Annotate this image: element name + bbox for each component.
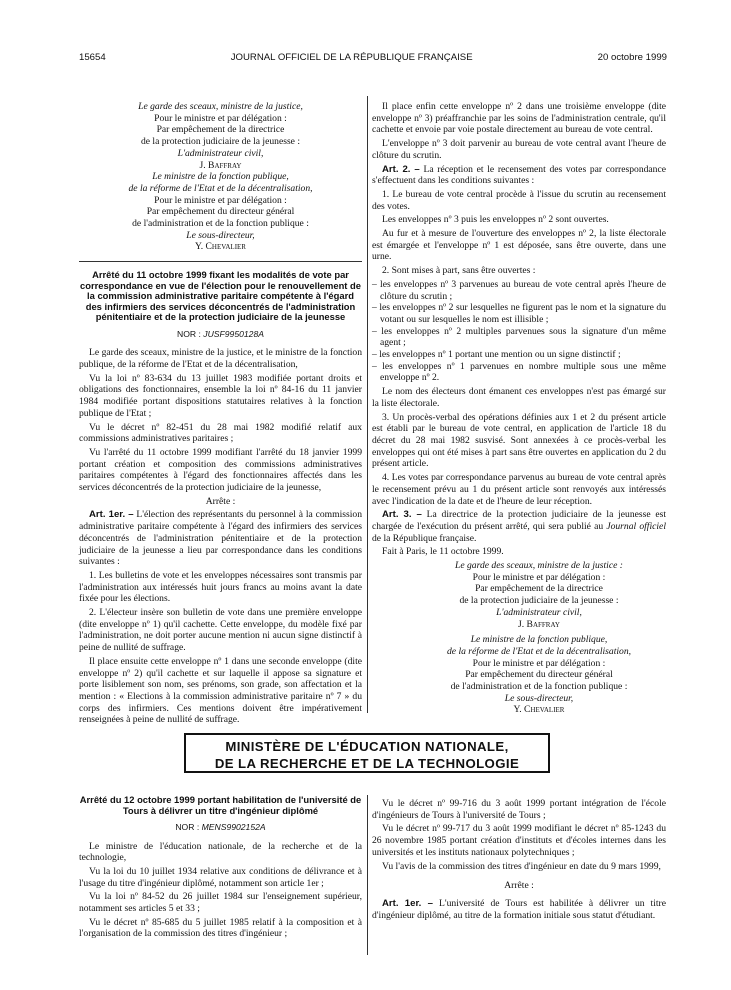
article-text: L'université de Tours est habilitée à délivrer un titre d'ingénieur diplômé, au titre de la formation initiale sous statut d'étudiant. — [372, 897, 667, 921]
signature-line: Pour le ministre et par délégation : — [472, 657, 606, 669]
signatory-title: Le sous-directeur, — [504, 692, 574, 704]
signatory-title: Le ministre de la fonction publique, — [152, 171, 289, 183]
arrete-heading: Arrête : — [504, 880, 534, 892]
paragraph: Vu la loi nº 84-52 du 26 juillet 1984 sur l'enseignement supérieur, notamment ses articles 5 et 33 ; — [79, 891, 362, 915]
nor-reference — [79, 329, 362, 339]
column-divider-bottom — [367, 795, 368, 955]
left-column-top — [79, 101, 362, 728]
issue-date: 20 octobre 1999 — [597, 52, 667, 63]
article-1 — [79, 509, 362, 568]
article-label: Art. 1er. – — [89, 509, 134, 521]
paragraph: Vu la loi du 10 juillet 1934 relative aux conditions de délivrance et à l'usage du titre d'ingénieur diplômé, notamment son article 1er ; — [79, 865, 362, 889]
paragraph: 2. Sont mises à part, sans être ouvertes : — [382, 265, 536, 277]
paragraph: Vu l'arrêté du 11 octobre 1999 modifiant l'arrêté du 18 janvier 1999 portant création et composition des commissions administratives paritaires compétentes à l'égard des fonctionnaires affectés dans les services déconcentrés de la protection judiciaire de la jeunesse, — [79, 446, 362, 494]
list-item: – les enveloppes nº 1 parvenues en nombre multiple sous une même enveloppe nº 2. — [372, 361, 666, 384]
paragraph: Vu la loi nº 83-634 du 13 juillet 1983 modifiée portant droits et obligations des fonctionnaires, ensemble la loi nº 84-16 du 11 janvier 1984 modifiée portant dispositions statutaires relatives à la fonction publique de l'Etat ; — [79, 372, 362, 419]
arrete-title: Arrêté du 12 octobre 1999 portant habilitation de l'université de Tours à délivrer un titre d'ingénieur diplômé — [79, 794, 362, 816]
signatory-title: L'administrateur civil, — [177, 147, 264, 159]
signatory-title: de la réforme de l'Etat et de la décentralisation, — [446, 645, 632, 657]
article-text: La directrice de la protection judiciaire de la jeunesse est chargée de l'exécution du présent arrêté, qui sera publié au — [372, 509, 667, 532]
article-1 — [372, 898, 666, 921]
paragraph: 4. Les votes par correspondance parvenus au bureau de vote central après le recensement prévu au 1 du présent article sont renvoyés aux intéressés avec l'indication de la date et de l'heure de leur réception. — [372, 472, 666, 507]
paragraph: 1. Les bulletins de vote et les enveloppes nécessaires sont transmis par l'administration aux intéressés huit jours francs au moins avant la date fixée pour les élections. — [79, 569, 362, 605]
signatory-title: de la réforme de l'Etat et de la décentralisation, — [128, 182, 313, 194]
signatory-title: Le garde des sceaux, ministre de la justice, — [138, 101, 303, 112]
list-item: – les enveloppes nº 3 parvenues au bureau de vote central après l'heure de clôture du scrutin ; — [372, 279, 666, 302]
page-header — [79, 52, 667, 64]
signatory-name: J. Baffray — [199, 159, 242, 171]
signatory-title: L'administrateur civil, — [496, 606, 582, 618]
article-label: Art. 3. – — [382, 509, 422, 521]
excluded-envelopes-list — [372, 279, 666, 384]
signature-line: de l'administration et de la fonction publique : — [132, 218, 309, 230]
arrete-title: Arrêté du 11 octobre 1999 fixant les modalités de vote par correspondance en vue de l'élection pour le renouvellement de la commission administrative paritaire compétente à l'égard des infirmiers des services déconcentrés de l'administration pénitentiaire et de la protection judiciaire de la jeunesse — [80, 269, 361, 323]
article-text: L'élection des représentants du personnel à la commission administrative paritaire compétente à l'égard des infirmiers des services déconcentrés de l'administration pénitentiaire et de la protection judiciaire de la jeunesse a lieu par correspondance dans les conditions suivantes : — [79, 509, 362, 568]
left-column-bottom — [79, 795, 362, 942]
signatory-name: J. Baffray — [518, 618, 560, 630]
arrete-heading: Arrête : — [205, 495, 236, 507]
article-label: Art. 1er. – — [382, 897, 433, 909]
signature-line: Par empêchement du directeur général — [465, 669, 613, 681]
signatory-title: Le ministre de la fonction publique, — [470, 634, 608, 646]
signatory-name: Y. Chevalier — [513, 704, 565, 716]
article-label: Art. 2. – — [382, 163, 420, 175]
paragraph: Au fur et à mesure de l'ouverture des enveloppes nº 2, la liste électorale est émargée et l'enveloppe nº 1 est déposée, sans être ouverte, dans une urne. — [372, 228, 666, 263]
paragraph: Le garde des sceaux, ministre de la justice, et le ministre de la fonction publique, de la réforme de l'Etat et de la décentralisation, — [79, 347, 362, 370]
nor-reference — [79, 822, 362, 832]
list-item: – les enveloppes nº 1 portant une mention ou un signe distinctif ; — [372, 349, 666, 361]
nor-value: MENS9902152A — [201, 822, 266, 833]
paragraph: Vu le décret nº 99-716 du 3 août 1999 portant intégration de l'école d'ingénieurs de Tours à l'université de Tours ; — [372, 798, 666, 821]
article-text: La réception et le recensement des votes par correspondance s'effectuent dans les conditions suivantes : — [372, 163, 666, 187]
list-item: – les enveloppes nº 2 multiples parvenues sous la signature d'un même agent ; — [372, 326, 666, 349]
date-place: Fait à Paris, le 11 octobre 1999. — [382, 546, 504, 558]
ministry-name-line: DE LA RECHERCHE ET DE LA TECHNOLOGIE — [214, 755, 520, 771]
paragraph: Le ministre de l'éducation nationale, de la recherche et de la technologie, — [79, 840, 362, 864]
ministry-name-line: MINISTÈRE DE L'ÉDUCATION NATIONALE, — [225, 739, 509, 754]
signature-block-top-left — [79, 101, 362, 253]
journal-title: JOURNAL OFFICIEL DE LA RÉPUBLIQUE FRANÇAISE — [230, 52, 473, 63]
separator — [79, 261, 362, 262]
signatory-title: Le garde des sceaux, ministre de la justice : — [455, 560, 623, 572]
paragraph: 2. L'électeur insère son bulletin de vote dans une première enveloppe (dite enveloppe nº 1) qu'il cachette. Cette enveloppe, du modèle fixé par l'administration, ne doit porter aucune mention ni aucun signe distinctif à peine de nullité de suffrage. — [79, 607, 362, 654]
signature-line: de la protection judiciaire de la jeunesse : — [140, 136, 301, 148]
paragraph: Vu le décret nº 99-717 du 3 août 1999 modifiant le décret nº 85-1243 du 26 novembre 1985 portant création d'instituts et d'écoles internes dans les universités et les instituts nationaux polytechniques ; — [372, 823, 666, 858]
journal-reference: Journal officiel — [606, 520, 666, 532]
right-column-top — [372, 101, 666, 716]
signature-line: Pour le ministre et par délégation : — [154, 112, 287, 124]
paragraph: Vu l'avis de la commission des titres d'ingénieur en date du 9 mars 1999, — [382, 860, 661, 872]
paragraph: 1. Le bureau de vote central procède à l'issue du scrutin au recensement des votes. — [372, 188, 666, 212]
paragraph: Il place ensuite cette enveloppe nº 1 dans une seconde enveloppe (dite enveloppe nº 2) qu'il cachette et sur laquelle il appose sa signature et porte lisiblement son nom, ses prénoms, son grade, son affectation et la mention : « Elections à la commission administrative paritaire nº 7 » du corps des infirmiers. Ces mentions doivent être impérativement renseignées à peine de nullité de suffrage. — [79, 655, 362, 726]
nor-value: JUSF9950128A — [203, 328, 264, 339]
signature-line: Pour le ministre et par délégation : — [154, 194, 287, 206]
nor-label: NOR : — [177, 328, 201, 339]
paragraph: Les enveloppes nº 3 puis les enveloppes nº 2 sont ouvertes. — [382, 214, 609, 226]
signature-block-right — [412, 560, 666, 716]
signature-line: de la protection judiciaire de la jeunesse : — [459, 595, 619, 607]
page-number: 15654 — [79, 52, 106, 63]
paragraph: 3. Un procès-verbal des opérations définies aux 1 et 2 du présent article est établi par le bureau de vote central, en application de l'article 18 du décret du 28 mai 1982 susvisé. Sont annexées à ce procès-verbal les enveloppes qui ont été mises à part sans être ouvertes en application du 2 du présent article. — [372, 411, 666, 470]
column-divider-top — [367, 96, 368, 713]
paragraph: Vu le décret nº 82-451 du 28 mai 1982 modifié relatif aux commissions administratives paritaires ; — [79, 421, 362, 445]
nor-label: NOR : — [175, 822, 200, 833]
ministry-heading-box — [184, 733, 550, 773]
paragraph: Vu le décret nº 85-685 du 5 juillet 1985 relatif à la composition et à l'organisation de la commission des titres d'ingénieur ; — [79, 916, 362, 940]
article-text: de la République française. — [372, 532, 477, 544]
signature-line: Par empêchement de la directrice — [475, 583, 603, 595]
signature-line: de l'administration et de la fonction publique : — [450, 681, 628, 693]
right-column-bottom — [372, 798, 666, 923]
paragraph: Il place enfin cette enveloppe nº 2 dans une troisième enveloppe (dite enveloppe nº 3) préaffranchie par les soins de l'administration centrale, qu'il cachette et envoie par voie postale directement au bureau de vote central. — [372, 101, 666, 136]
signature-line: Pour le ministre et par délégation : — [472, 571, 606, 583]
article-2 — [372, 164, 666, 187]
signatory-name: Y. Chevalier — [195, 241, 246, 253]
signature-line: Par empêchement du directeur général — [146, 206, 295, 218]
paragraph: Le nom des électeurs dont émanent ces enveloppes n'est pas émargé sur la liste électorale. — [372, 386, 666, 409]
signature-line: Par empêchement de la directrice — [156, 124, 285, 136]
paragraph: L'enveloppe nº 3 doit parvenir au bureau de vote central avant l'heure de clôture du scrutin. — [372, 138, 666, 161]
signatory-title: Le sous-directeur, — [186, 229, 255, 241]
article-3 — [372, 509, 666, 544]
list-item: – les enveloppes nº 2 sur lesquelles ne figurent pas le nom et la signature du votant ou sur lesquelles le nom est illisible ; — [372, 302, 666, 325]
